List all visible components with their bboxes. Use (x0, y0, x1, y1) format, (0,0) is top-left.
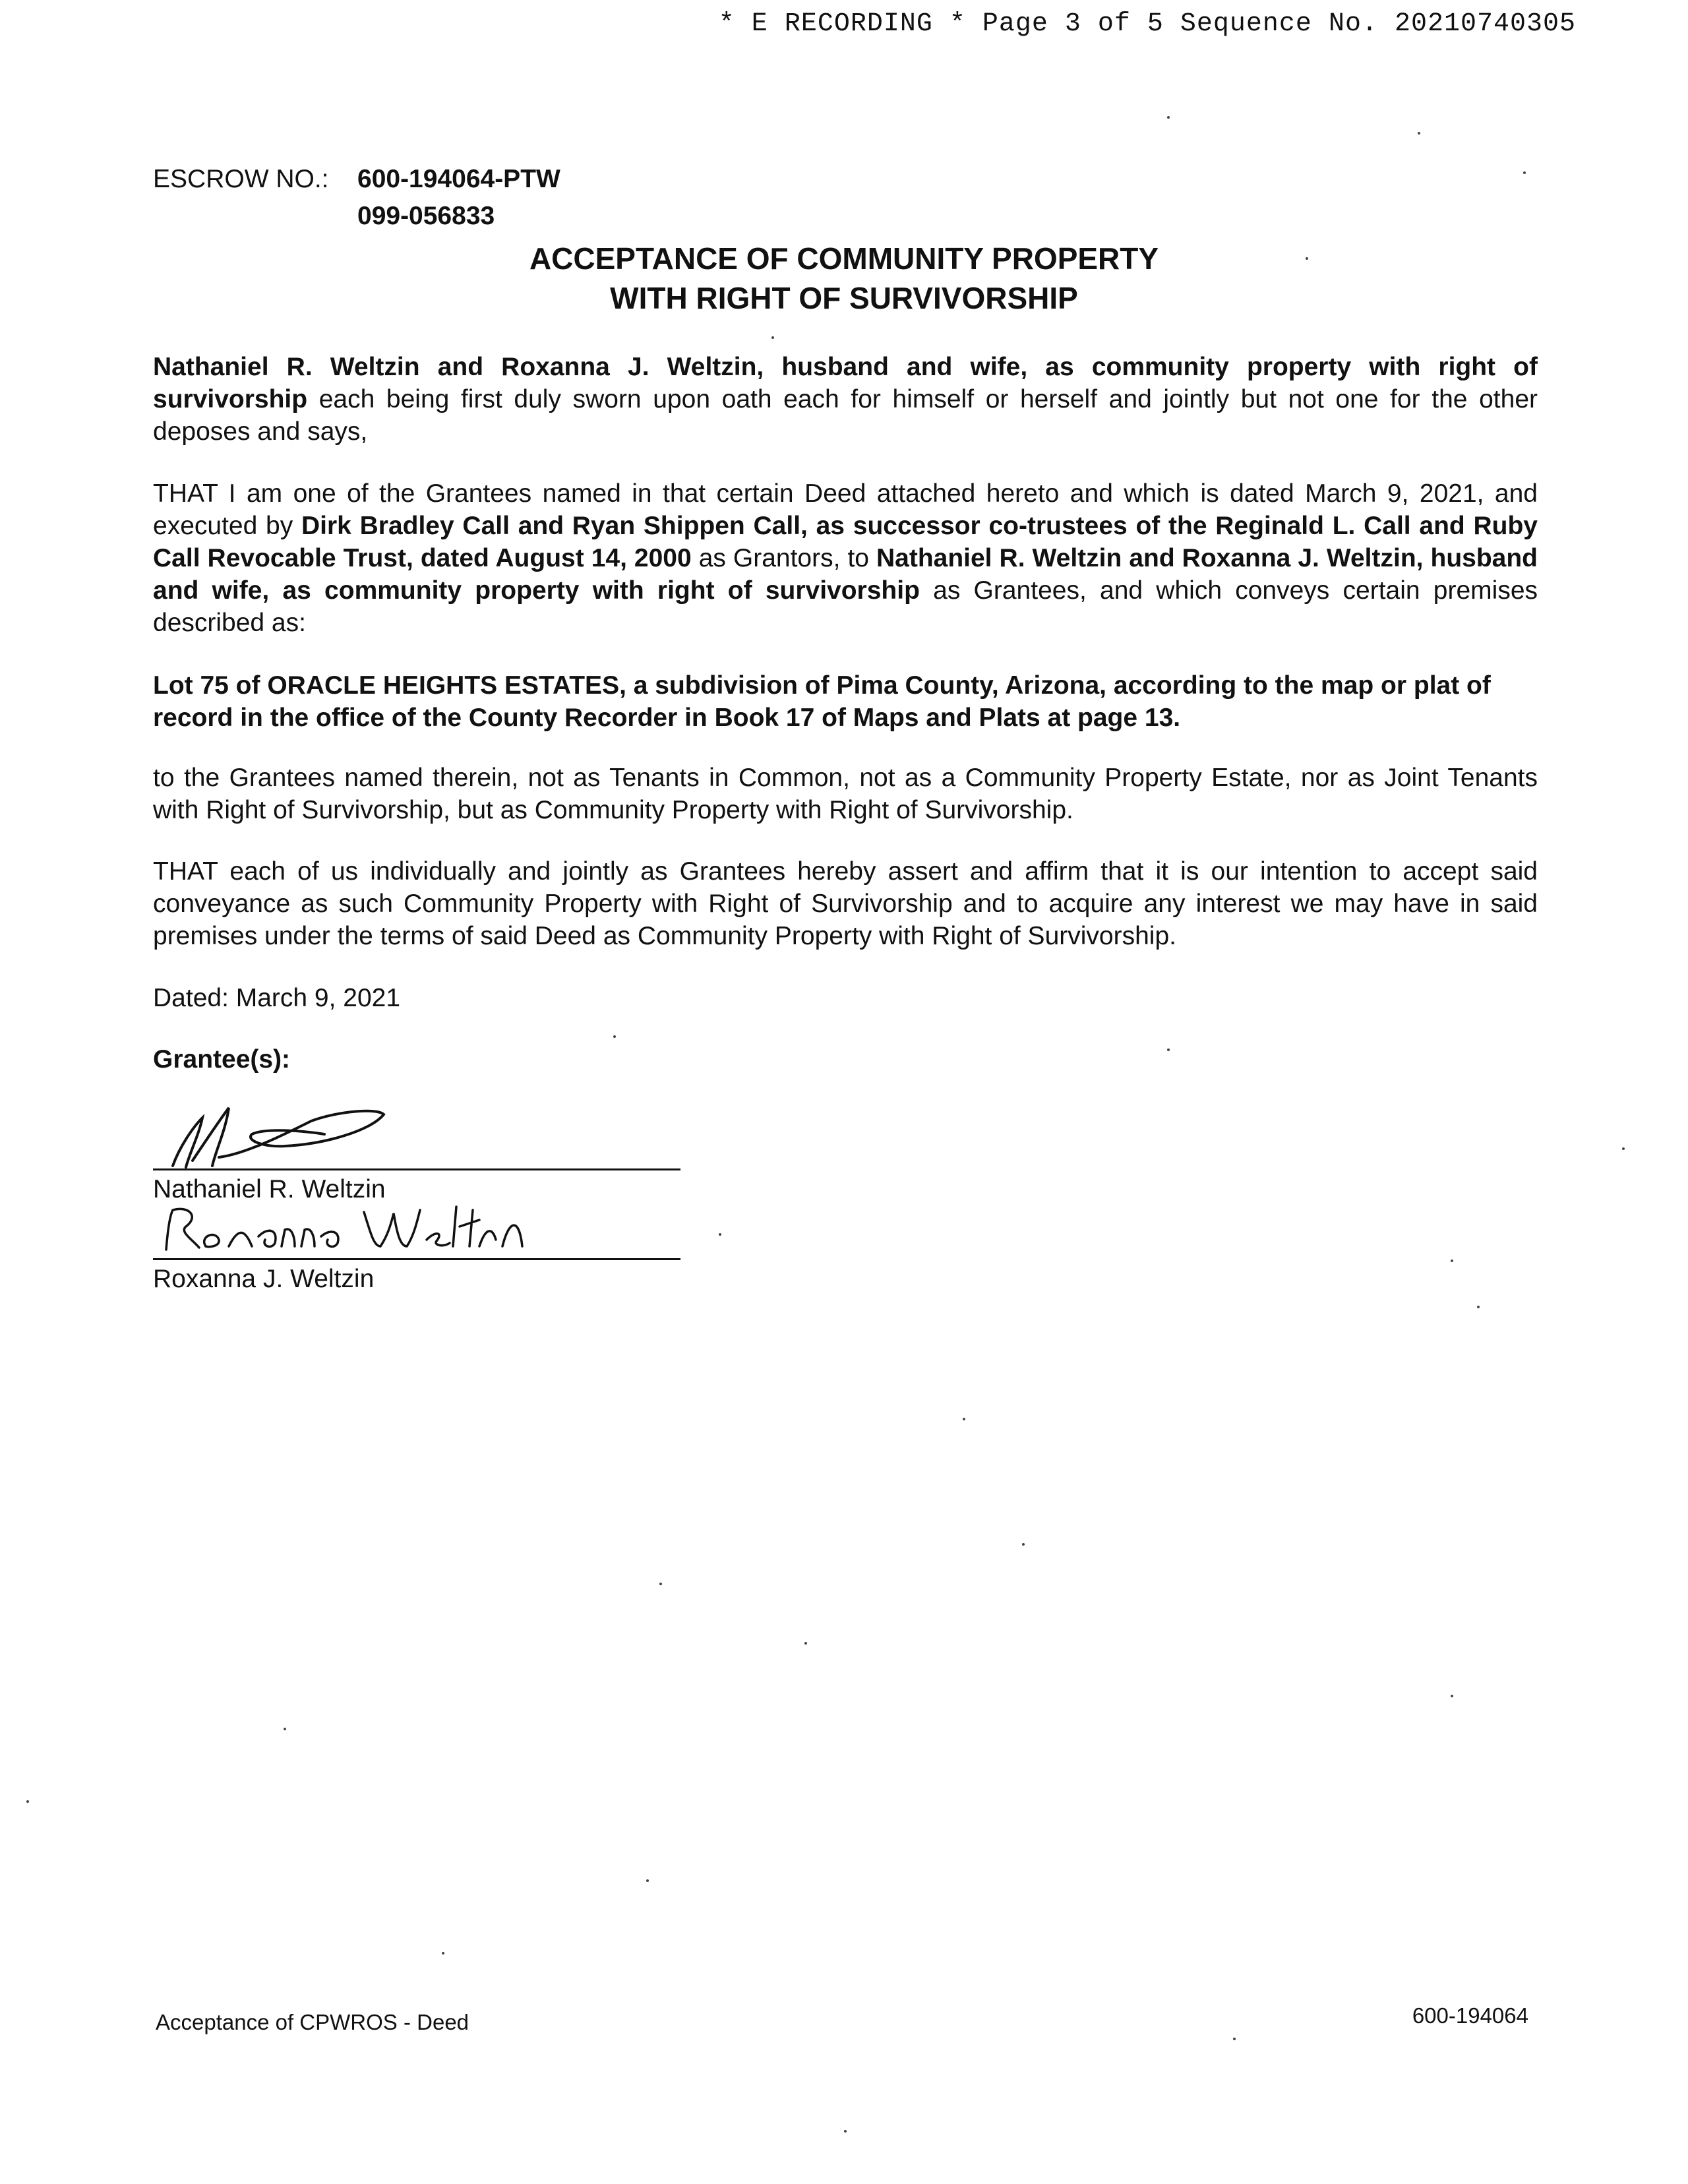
scan-speck (771, 336, 774, 339)
deed-text-2: as Grantors, to (691, 544, 876, 572)
escrow-number-2: 099-056833 (357, 202, 495, 230)
scan-speck (1022, 1543, 1025, 1546)
deed-text-1: THAT I am one of the Grantees named in that certain Deed attached hereto and which is dated March 9, 2021, and executed by (153, 479, 1538, 540)
paragraph-affirmation: THAT each of us individually and jointly as Grantees hereby assert and affirm that it is our intention to accept said conveyance as such Community Property with Right of Survivorship and to acquire any interest we may have in said premises under the terms of said Deed as Community Property with Right of Survivorship. (153, 857, 1538, 950)
grantees-label: Grantee(s): (153, 1045, 291, 1074)
scan-speck (844, 2130, 847, 2133)
signature-line-1 (153, 1168, 680, 1170)
scan-speck (1451, 1695, 1453, 1697)
escrow-label: ESCROW NO.: (153, 165, 329, 193)
deed-grantors: Dirk Bradley Call and Ryan Shippen Call, as successor co-trustees of the Reginald L. Call and Ruby Call Revocable Trust, dated August 14, 2000 (153, 512, 1538, 572)
scan-speck (1306, 257, 1308, 260)
scan-speck (442, 1952, 444, 1955)
signature-block-2 (153, 1200, 680, 1299)
scan-speck (1622, 1147, 1625, 1150)
scan-speck (284, 1728, 286, 1730)
title-line-1: ACCEPTANCE OF COMMUNITY PROPERTY (529, 241, 1159, 276)
scan-speck (1167, 1048, 1170, 1051)
paragraph-deed (153, 477, 1538, 639)
scan-speck (804, 1642, 807, 1645)
escrow-block (153, 161, 560, 235)
document-title (0, 239, 1688, 318)
paragraph-tenancy: to the Grantees named therein, not as Tenants in Common, not as a Community Property Estate, nor as Joint Tenants with Right of Survivorship, but as Community Property with Right of Survivorship. (153, 764, 1538, 824)
scan-speck (26, 1800, 29, 1803)
title-line-2: WITH RIGHT OF SURVIVORSHIP (610, 281, 1078, 315)
signature-name-2: Roxanna J. Weltzin (153, 1265, 375, 1293)
affiants-bold: Nathaniel R. Weltzin and Roxanna J. Weltzin, husband and wife, as community property with right of survivorship (153, 353, 1538, 413)
affiants-text: each being first duly sworn upon oath each for himself or herself and jointly but not one for the other deposes and says, (153, 385, 1538, 446)
signature-image-2 (153, 1200, 549, 1259)
scan-speck (719, 1233, 721, 1236)
scan-speck (613, 1035, 616, 1038)
scan-speck (1523, 171, 1526, 174)
scan-speck (1477, 1306, 1480, 1308)
scan-speck (1451, 1259, 1453, 1262)
scan-speck (1418, 132, 1420, 135)
signature-image-1 (153, 1095, 417, 1174)
escrow-number-1: 600-194064-PTW (357, 165, 560, 193)
scan-speck (1167, 116, 1170, 119)
dated-line: Dated: March 9, 2021 (153, 984, 401, 1012)
scan-speck (659, 1583, 662, 1585)
paragraph-affiants (153, 351, 1538, 448)
recording-header: * E RECORDING * Page 3 of 5 Sequence No. 20210740305 (718, 9, 1576, 39)
legal-description: Lot 75 of ORACLE HEIGHTS ESTATES, a subdivision of Pima County, Arizona, according to the map or plat of record in the office of the County Recorder in Book 17 of Maps and Plats at page 13. (153, 671, 1491, 732)
footer-escrow-number: 600-194064 (1412, 2003, 1528, 2028)
signature-name-1: Nathaniel R. Weltzin (153, 1175, 386, 1203)
scan-speck (1233, 2038, 1236, 2040)
scan-speck (646, 1879, 649, 1882)
deed-text-3: as Grantees, and which conveys certain premises described as: (153, 576, 1538, 637)
signature-line-2 (153, 1258, 680, 1260)
signature-block-1 (153, 1095, 680, 1203)
scan-speck (963, 1418, 965, 1420)
deed-grantees: Nathaniel R. Weltzin and Roxanna J. Weltzin, husband and wife, as community property with right of survivorship (153, 544, 1538, 605)
footer-document-name: Acceptance of CPWROS - Deed (156, 2010, 469, 2034)
